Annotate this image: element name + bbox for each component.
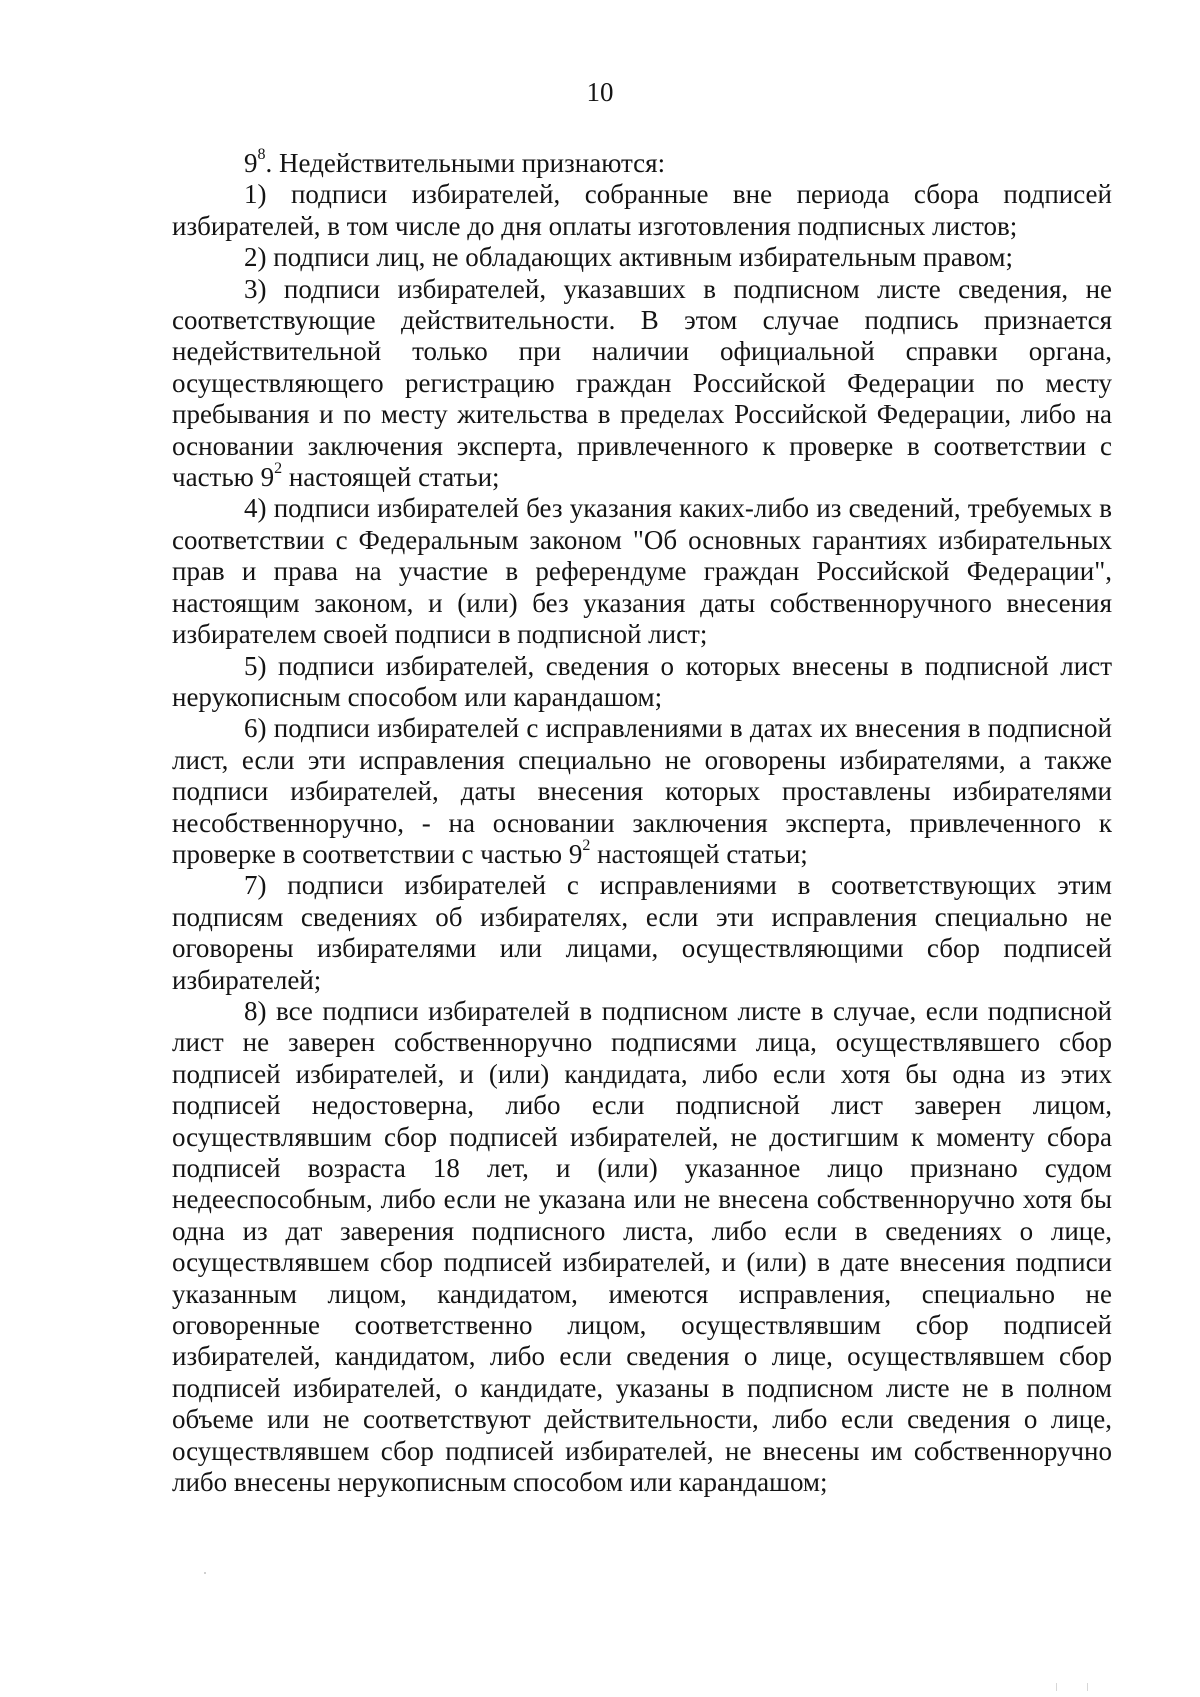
section-number-superscript: 8 bbox=[257, 146, 266, 163]
scan-artifact-mark bbox=[1056, 1683, 1088, 1691]
list-item-2 bbox=[172, 242, 1112, 273]
part-reference-superscript: 2 bbox=[274, 460, 283, 478]
list-item-text: 4) подписи избирателей без указания каких-либо из сведений, требуемых в соответствии с Федеральным законом "Об основных гарантиях избирательных прав и права на участие в референдуме граждан Российской Федерации", настоящим законом, и (или) без указания даты собственноручного внесения избирателем своей подписи в подписной лист; bbox=[172, 493, 1112, 650]
list-item-8 bbox=[172, 996, 1112, 1499]
list-item-3 bbox=[172, 274, 1112, 494]
list-item-7 bbox=[172, 870, 1112, 996]
list-item-text: 8) все подписи избирателей в подписном листе в случае, если подписной лист не заверен собственноручно подписями лица, осуществлявшего сбор подписей избирателей, и (или) кандидата, либо если хотя бы одна из этих подписей недостоверна, либо если подписной лист заверен лицом, осуществлявшим сбор подписей избирателей, не достигшим к моменту сбора подписей возраста 18 лет, и (или) указанное лицо признано судом недееспособным, либо если не указана или не внесена собственноручно хотя бы одна из дат заверения подписного листа, либо если в сведениях о лице, осуществлявшем сбор подписей избирателей, и (или) в дате внесения подписи указанным лицом, кандидатом, имеются исправления, специально не оговоренные соответственно лицом, осуществлявшим сбор подписей избирателей, кандидатом, либо если сведения о лице, осуществлявшем сбор подписей избирателей, о кандидате, указаны в подписном листе не в полном объеме или не соответствуют действительности, либо если сведения о лице, осуществлявшем сбор подписей избирателей, не внесены им собственноручно либо внесены нерукописным способом или карандашом; bbox=[172, 995, 1112, 1498]
page-number: 10 bbox=[586, 77, 614, 107]
section-heading bbox=[172, 148, 1112, 179]
list-item-text: 7) подписи избирателей с исправлениями в соответствующих этим подписям сведениях об избирателях, если эти исправления специально не оговорены избирателями или лицами, осуществляющими сбор подписей избирателей; bbox=[172, 870, 1112, 995]
part-reference-superscript: 2 bbox=[582, 836, 591, 854]
document-body bbox=[172, 148, 1112, 1498]
list-item-6 bbox=[172, 713, 1112, 870]
list-item-text: 3) подписи избирателей, указавших в подписном листе сведения, не соответствующие действительности. В этом случае подпись признается недействительной только при наличии официальной справки органа, осуществляющего регистрацию граждан Российской Федерации по месту пребывания и по месту жительства в пределах Российской Федерации, либо на основании заключения эксперта, привлеченного к проверке в соответствии с частью 9 bbox=[172, 273, 1112, 493]
list-item-text: 1) подписи избирателей, собранные вне периода сбора подписей избирателей, в том числе до дня оплаты изготовления подписных листов; bbox=[172, 179, 1112, 241]
section-number: 9 bbox=[244, 148, 258, 178]
section-heading-text: . Недействительными признаются: bbox=[265, 148, 666, 178]
list-item-text: 5) подписи избирателей, сведения о которых внесены в подписной лист нерукописным способом или карандашом; bbox=[172, 650, 1112, 712]
list-item-text: 2) подписи лиц, не обладающих активным избирательным правом; bbox=[244, 242, 1014, 273]
scan-artifact-dot bbox=[204, 1572, 206, 1574]
list-item-tail: настоящей статьи; bbox=[590, 838, 808, 869]
list-item-5 bbox=[172, 651, 1112, 714]
list-item-1 bbox=[172, 179, 1112, 242]
list-item-text: 6) подписи избирателей с исправлениями в датах их внесения в подписной лист, если эти исправления специально не оговорены избирателями, а также подписи избирателей, даты внесения которых проставлены избирателями несобственноручно, - на основании заключения эксперта, привлеченного к проверке в соответствии с частью 9 bbox=[172, 713, 1112, 869]
list-item-4 bbox=[172, 493, 1112, 650]
list-item-tail: настоящей статьи; bbox=[282, 462, 500, 493]
